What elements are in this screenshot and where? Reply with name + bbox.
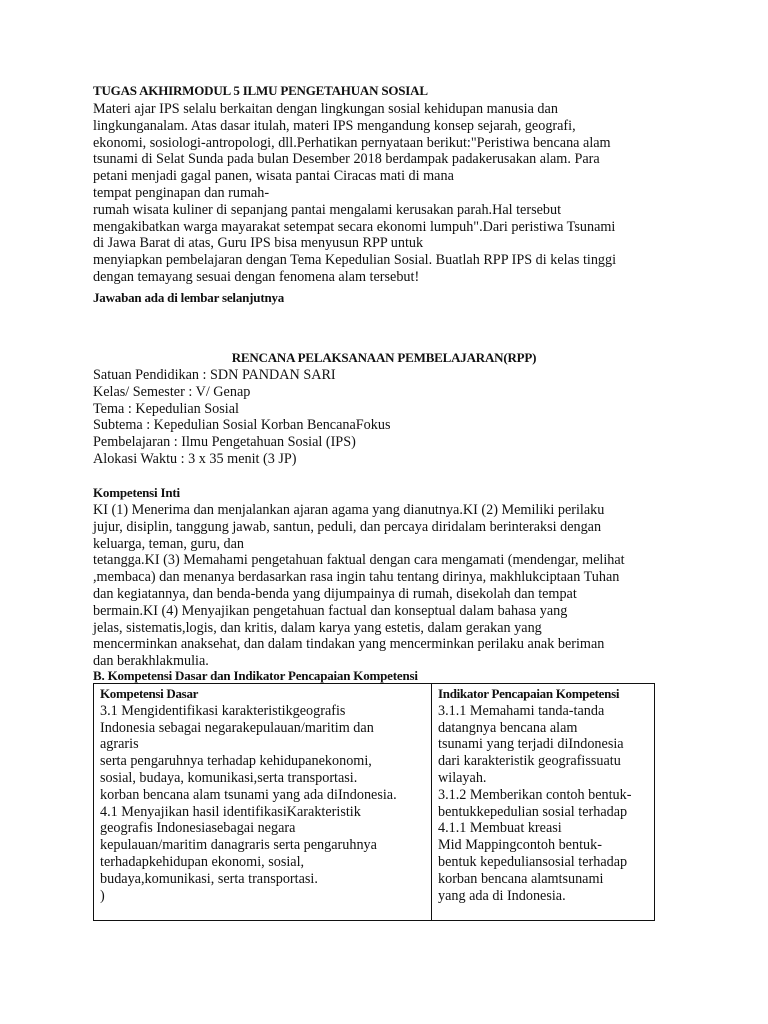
ki-line: jujur, disiplin, tanggung jawab, santun, peduli, dan percaya diridalam berinteraksi dengan (93, 518, 602, 535)
kd-line: Indonesia sebagai negarakepulauan/maritim dan (100, 719, 374, 736)
ki-heading: Kompetensi Inti (93, 485, 180, 500)
task-line: lingkunganalam. Atas dasar itulah, materi IPS mengandung konsep sejarah, geografi, (93, 117, 576, 134)
ki-line: tetangga.KI (3) Memahami pengetahuan faktual dengan cara mengamati (mendengar, melihat (93, 552, 625, 569)
table-row (94, 684, 655, 921)
indicator-line: korban bencana alamtsunami (438, 870, 604, 887)
task-line: Materi ajar IPS selalu berkaitan dengan lingkungan sosial kehidupan manusia dan (93, 101, 558, 117)
ki-body (93, 502, 733, 670)
kd-line: kepulauan/maritim danagraris serta pengaruhnya (100, 837, 377, 854)
indicator-line: 3.1.2 Memberikan contoh bentuk- (438, 786, 632, 803)
indicator-col-header: Indikator Pencapaian Kompetensi (438, 686, 620, 701)
task-body (93, 101, 733, 286)
kd-line: serta pengaruhnya terhadap kehidupanekonomi, (100, 753, 372, 770)
kd-line: terhadapkehidupan ekonomi, sosial, (100, 853, 305, 870)
kd-col-header: Kompetensi Dasar (100, 686, 199, 701)
indicator-line: bentukkepedulian sosial terhadap (438, 803, 628, 820)
rpp-info-line: Pembelajaran : Ilmu Pengetahuan Sosial (IPS) (93, 434, 356, 451)
ki-line: dan berakhlakmulia. (93, 653, 209, 670)
kd-line: budaya,komunikasi, serta transportasi. (100, 870, 318, 887)
task-line: tsunami di Selat Sunda pada bulan Desember 2018 berdampak padakerusakan alam. Para (93, 151, 600, 168)
rpp-info (93, 367, 733, 468)
indicator-line: bentuk kepeduliansosial terhadap (438, 853, 628, 870)
indicator-line: tsunami yang terjadi diIndonesia (438, 736, 624, 753)
kd-line: 3.1 Mengidentifikasi karakteristikgeografis (100, 702, 346, 719)
kd-line: geografis Indonesiasebagai negara (100, 820, 296, 837)
task-line: mengakibatkan warga mayarakat setempat secara ekonomi lumpuh".Dari peristiwa Tsunami (93, 218, 616, 235)
answer-note: Jawaban ada di lembar selanjutnya (93, 290, 285, 305)
indicator-line: Mid Mappingcontoh bentuk- (438, 837, 602, 854)
task-line: ekonomi, sosiologi-antropologi, dll.Perhatikan pernyataan berikut:"Peristiwa bencana alam (93, 134, 611, 151)
indicator-line: dari karakteristik geografissuatu (438, 753, 621, 770)
ki-line: keluarga, teman, guru, dan (93, 535, 245, 552)
rpp-info-line: Kelas/ Semester : V/ Genap (93, 383, 251, 400)
kd-line: 4.1 Menyajikan hasil identifikasiKarakteristik (100, 803, 361, 820)
kd-heading: B. Kompetensi Dasar dan Indikator Pencapaian Kompetensi (93, 668, 418, 683)
ki-line: mencerminkan anaksehat, dan dalam tindakan yang mencerminkan perilaku anak beriman (93, 636, 605, 653)
rpp-title: RENCANA PELAKSANAAN PEMBELAJARAN(RPP) (231, 350, 537, 365)
indicator-line: 3.1.1 Memahami tanda-tanda (438, 702, 605, 719)
indicator-column (432, 684, 655, 921)
indicator-line: datangnya bencana alam (438, 719, 578, 736)
kd-line: ) (100, 887, 105, 904)
kd-line: korban bencana alam tsunami yang ada diIndonesia. (100, 786, 397, 803)
ki-line: bermain.KI (4) Menyajikan pengetahuan factual dan konseptual dalam bahasa yang (93, 602, 568, 619)
task-line: di Jawa Barat di atas, Guru IPS bisa menyusun RPP untuk (93, 235, 424, 252)
ki-line: KI (1) Menerima dan menjalankan ajaran agama yang dianutnya.KI (2) Memiliki perilaku (93, 502, 605, 518)
kd-table (93, 683, 655, 921)
rpp-info-line: Satuan Pendidikan : SDN PANDAN SARI (93, 367, 336, 383)
indicator-line: yang ada di Indonesia. (438, 887, 566, 904)
kd-line: agraris (100, 736, 139, 753)
task-line: rumah wisata kuliner di sepanjang pantai mengalami kerusakan parah.Hal tersebut (93, 201, 562, 218)
ki-line: ,membaca) dan menanya berdasarkan rasa ingin tahu tentang dirinya, makhlukciptaan Tuhan (93, 569, 620, 586)
rpp-info-line: Alokasi Waktu : 3 x 35 menit (3 JP) (93, 450, 297, 467)
kd-line: sosial, budaya, komunikasi,serta transportasi. (100, 769, 358, 786)
task-line: dengan temayang sesuai dengan fenomena alam tersebut! (93, 268, 420, 285)
ki-line: dan kegiatannya, dan benda-benda yang dijumpainya di rumah, disekolah dan tempat (93, 585, 577, 602)
task-line: menyiapkan pembelajaran dengan Tema Kepedulian Sosial. Buatlah RPP IPS di kelas tinggi (93, 252, 617, 269)
rpp-info-line: Subtema : Kepedulian Sosial Korban BencanaFokus (93, 417, 391, 434)
task-title: TUGAS AKHIRMODUL 5 ILMU PENGETAHUAN SOSIAL (93, 83, 428, 98)
kd-column (94, 684, 432, 921)
task-line: tempat penginapan dan rumah- (93, 184, 270, 201)
ki-line: jelas, sistematis,logis, dan kritis, dalam karya yang estetis, dalam gerakan yang (93, 619, 542, 636)
indicator-line: 4.1.1 Membuat kreasi (438, 820, 562, 837)
indicator-line: wilayah. (438, 769, 487, 786)
rpp-info-line: Tema : Kepedulian Sosial (93, 400, 239, 417)
task-line: petani menjadi gagal panen, wisata pantai Ciracas mati di mana (93, 168, 454, 185)
